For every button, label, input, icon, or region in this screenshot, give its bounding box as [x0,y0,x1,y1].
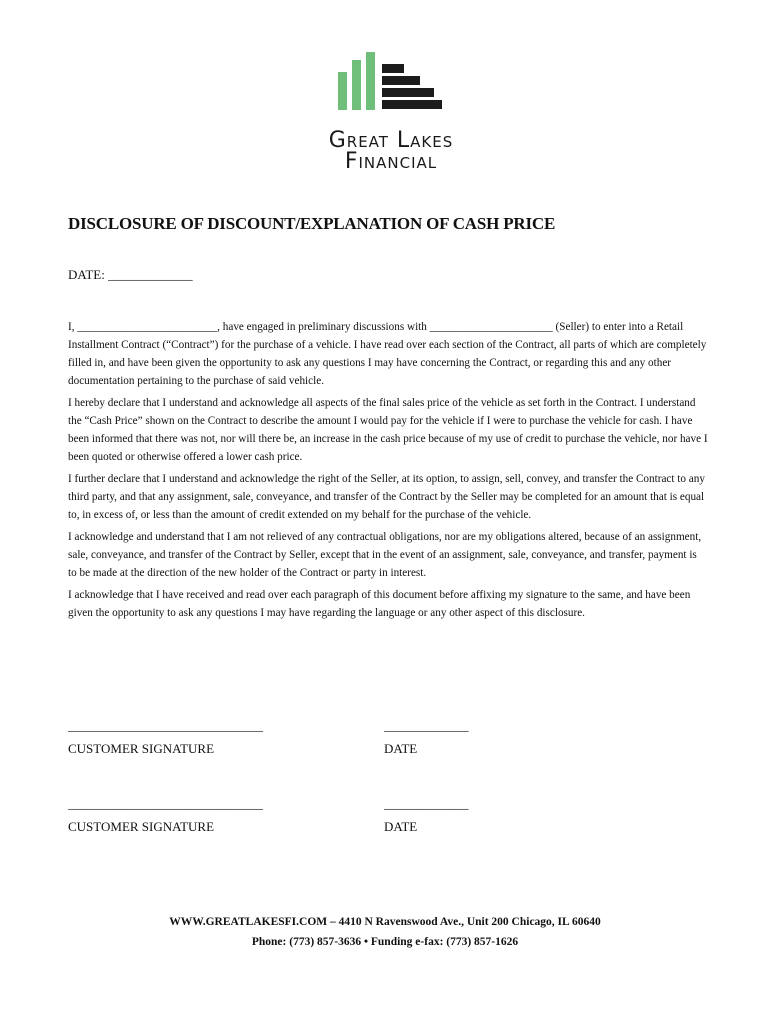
customer-signature-label-2: CUSTOMER SIGNATURE [68,819,215,834]
footer-address: WWW.GREATLAKESFI.COM – 4410 N Ravenswood Ave., Unit 200 Chicago, IL 60640 [169,916,601,928]
customer-signature-label-1: CUSTOMER SIGNATURE [68,741,215,756]
date-signature-line-2: _____________ [384,796,469,811]
date-field: DATE: _____________ [68,267,193,282]
logo-line-1: Great Lakes [328,128,454,153]
customer-signature-line-2: ______________________________ [68,796,263,811]
logo-line-2: Financial [344,149,438,174]
company-logo [0,50,770,175]
document-title: DISCLOSURE OF DISCOUNT/EXPLANATION OF CASH PRICE [68,214,556,233]
document-body [68,318,708,626]
date-signature-line-1: _____________ [384,718,469,733]
logo-wordmark [0,130,770,172]
paragraph-5: I acknowledge that I have received and read over each paragraph of this document before affixing my signature to the same, and have been given the opportunity to ask any questions I may have regarding the language or any other aspect of this disclosure. [68,589,691,619]
date-signature-label-1: DATE [384,741,418,756]
footer-phone: Phone: (773) 857-3636 • Funding e-fax: (773) 857-1626 [251,936,519,948]
paragraph-4: I acknowledge and understand that I am not relieved of any contractual obligations, nor are my obligations altered, because of an assignment, sale, conveyance, and transfer of the Contract by Seller, except that in the event of an assignment, sale, conveyance, and transfer, payment is to be made at the direction of the new holder of the Contract or party in interest. [68,531,702,579]
customer-signature-line-1: ______________________________ [68,718,263,733]
paragraph-3: I further declare that I understand and acknowledge the right of the Seller, at its option, to assign, sell, convey, and transfer the Contract to any third party, and that any assignment, sale, conveyance, and transfer of the Contract by the Seller may be completed for an amount that is equal to, in excess of, or less than the amount of credit extended on my behalf for the purchase of the vehicle. [68,473,705,521]
logo-bars-icon [336,50,446,112]
date-signature-label-2: DATE [384,819,418,834]
paragraph-2: I hereby declare that I understand and acknowledge all aspects of the final sales price of the vehicle as set forth in the Contract. I understand the “Cash Price” shown on the Contract to describe the amount I would pay for the vehicle if I were to purchase the vehicle for cash. I have been informed that there was not, nor will there be, an increase in the cash price because of my use of credit to purchase the vehicle, nor have I been quoted or otherwise offered a lower cash price. [68,397,708,463]
page-footer [0,912,770,952]
paragraph-1: I, _________________________, have engaged in preliminary discussions with ______________________ (Seller) to enter into a Retail Installment Contract (“Contract”) for the purchase of a vehicle. I have read over each section of the Contract, all parts of which are completely filled in, and have been given the opportunity to ask any questions I may have concerning the Contract, or regarding this and any other documentation pertaining to the purchase of said vehicle. [68,321,707,387]
